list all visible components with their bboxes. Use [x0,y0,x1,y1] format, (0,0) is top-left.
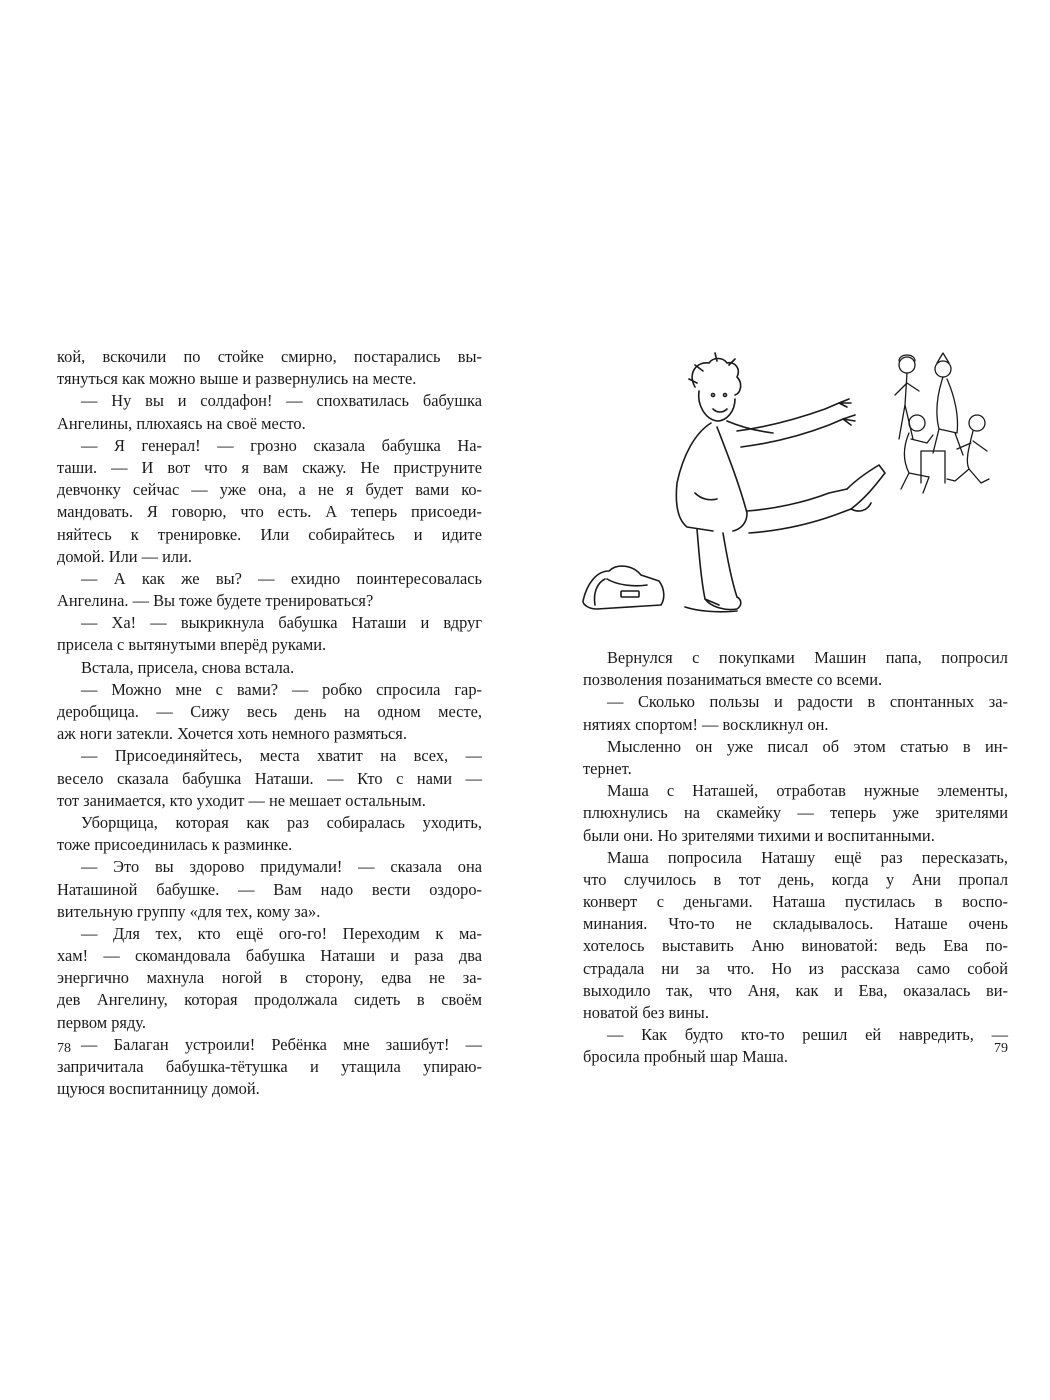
text-line: бросила пробный шар Маша. [583,1047,788,1067]
text-line: были они. Но зрителями тихими и воспитанными. [583,825,935,845]
text-line: девчонку сейчас — уже она, а не я будет вами ко- [57,480,482,500]
text-line: мандовать. Я говорю, что есть. А теперь присоеди- [57,502,482,522]
left-page-number: 78 [57,1041,71,1056]
man-drawing [676,353,885,612]
text-line: хотелось выставить Аню виноватой: ведь Ева по- [583,936,1008,956]
text-line: новатой без вины. [583,1003,709,1022]
right-page-text [583,647,1008,1069]
text-line: весело сказала бабушка Наташи. — Кто с нами — [57,768,482,788]
text-line: конверт с деньгами. Наташа пустилась в воспо- [583,892,1008,912]
left-page-text [57,346,482,1100]
text-line: нятиях спортом! — воскликнул он. [583,714,829,734]
text-line: тот занимается, кто уходит — не мешает остальным. [57,790,426,810]
text-line: — Сколько пользы и радости в спонтанных за- [607,692,1008,712]
text-line: Наташиной бабушке. — Вам надо вести оздоро- [57,879,482,899]
text-line: Маша попросила Наташу ещё раз пересказать, [607,847,1008,867]
text-line: позволения позаниматься вместе со всеми. [583,670,883,690]
text-line: — Как будто кто-то решил ей навредить, — [607,1025,1008,1045]
text-line: первом ряду. [57,1012,146,1032]
text-line: вительную группу «для тех, кому за». [57,901,321,921]
text-line: хам! — скомандовала бабушка Наташи и раза два [57,946,482,966]
illustration-drawing-icon [577,343,1002,625]
text-line: — Ха! — выкрикнула бабушка Наташи и вдруг [81,613,482,633]
text-line: запричитала бабушка-тётушка и утащила упираю- [57,1057,482,1076]
text-line: аж ноги затекли. Хочется хоть немного размяться. [57,724,407,744]
text-line: страдала ни за что. Но из рассказа само собой [583,958,1008,978]
right-page-number: 79 [994,1041,1008,1056]
text-line: — Ну вы и солдафон! — спохватилась бабушка [81,391,482,411]
text-line: Ангелины, плюхаясь на своё место. [57,413,306,433]
kicking-man-illustration [577,343,1002,625]
text-line: деробщица. — Сижу весь день на одном месте, [57,702,482,721]
text-line: тянуться как можно выше и развернулись на месте. [57,369,417,389]
text-line: — Это вы здорово придумали! — сказала она [81,857,482,877]
text-line: присела с вытянутыми вперёд руками. [57,635,327,655]
text-line: Маша с Наташей, отработав нужные элементы, [607,781,1008,801]
text-line: таши. — И вот что я вам скажу. Не приструните [57,457,482,477]
text-line: щуюся воспитанницу домой. [57,1079,260,1099]
right-page [525,0,1050,1400]
background-figures-drawing [895,353,989,493]
text-line: плюхнулись на скамейку — теперь уже зрителями [583,803,1008,823]
text-line: Ангелина. — Вы тоже будете тренироваться? [57,591,374,611]
text-line: Вернулся с покупками Машин папа, попросил [607,648,1008,667]
text-line: Мысленно он уже писал об этом статью в ин- [607,736,1008,756]
text-line: — Присоединяйтесь, места хватит на всех, — [81,746,482,766]
text-line: — Я генерал! — грозно сказала бабушка На- [81,435,482,455]
text-line: кой, вскочили по стойке смирно, постарались вы- [57,347,482,366]
text-line: тернет. [583,758,632,778]
text-line: выходило так, что Аня, как и Ева, оказалась ви- [583,980,1008,1000]
text-line: Уборщица, которая как раз собиралась уходить, [81,812,482,832]
text-line: — А как же вы? — ехидно поинтересовалась [81,568,482,588]
text-line: — Можно мне с вами? — робко спросила гар- [81,679,482,699]
text-line: — Для тех, кто ещё ого-го! Переходим к ма- [81,923,482,943]
text-line: дев Ангелину, которая продолжала сидеть в своём [57,990,482,1010]
text-line: тоже присоединилась к разминке. [57,835,293,855]
text-line: энергично махнула ногой в сторону, едва не за- [57,968,482,988]
bag-drawing [583,566,664,609]
text-line: няйтесь к тренировке. Или собирайтесь и идите [57,524,482,544]
text-line: Встала, присела, снова встала. [81,657,295,677]
text-line: что случилось в тот день, когда у Ани пропал [583,869,1008,889]
text-line: минания. Что-то не складывалось. Наташе очень [583,914,1008,934]
text-line: — Балаган устроили! Ребёнка мне зашибут! — [81,1034,482,1054]
text-line: домой. Или — или. [57,546,192,566]
